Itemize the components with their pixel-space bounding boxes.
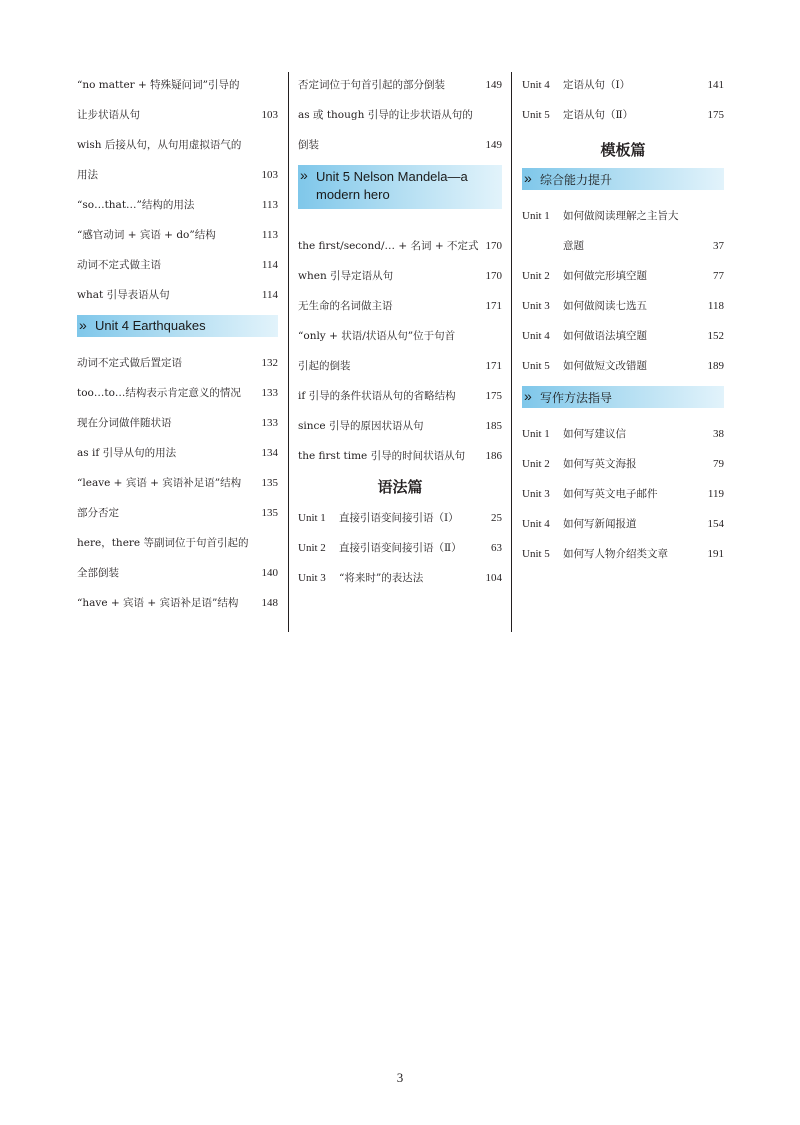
- section-band-title: Unit 5 Nelson Mandela—a modern hero: [316, 169, 468, 202]
- toc-entry[interactable]: [522, 479, 724, 509]
- entry-title: 如何做短文改错题: [563, 360, 647, 372]
- section-band-title: Unit 4 Earthquakes: [95, 318, 206, 333]
- toc-entry[interactable]: [522, 449, 724, 479]
- entry-title: 直接引语变间接引语（Ⅱ）: [339, 542, 462, 554]
- toc-entry[interactable]: [522, 291, 724, 321]
- entry-page: 133: [261, 387, 278, 399]
- entry-page: 149: [485, 79, 502, 91]
- toc-entry[interactable]: [298, 351, 502, 381]
- toc-entry[interactable]: [522, 419, 724, 449]
- entry-unit: Unit 1: [522, 428, 550, 440]
- entry-page: 103: [261, 109, 278, 121]
- entry-title: if 引导的条件状语从句的省略结构: [298, 390, 456, 402]
- entry-title: 如何写英文海报: [563, 458, 637, 470]
- entry-page: 119: [707, 488, 724, 500]
- toc-entry[interactable]: [298, 291, 502, 321]
- entry-title: 如何写英文电子邮件: [563, 488, 658, 500]
- entry-page: 171: [485, 360, 502, 372]
- toc-entry[interactable]: [298, 100, 502, 130]
- entry-page: 175: [707, 109, 724, 121]
- toc-entry[interactable]: [77, 558, 278, 588]
- section-band-comprehensive: [522, 168, 724, 190]
- entry-title: 部分否定: [77, 507, 119, 519]
- toc-entry[interactable]: [77, 528, 278, 558]
- toc-column-middle: [298, 70, 502, 593]
- toc-entry[interactable]: [298, 321, 502, 351]
- toc-entry[interactable]: [522, 231, 724, 261]
- entry-title: 让步状语从句: [77, 109, 140, 121]
- toc-list: [298, 231, 502, 471]
- double-chevron-right-icon: »: [79, 317, 87, 333]
- entry-title: 如何写建议信: [563, 428, 626, 440]
- entry-page: 133: [261, 417, 278, 429]
- toc-entry[interactable]: [298, 261, 502, 291]
- entry-page: 185: [485, 420, 502, 432]
- toc-entry[interactable]: [77, 348, 278, 378]
- entry-unit: Unit 3: [522, 488, 550, 500]
- toc-list: [522, 70, 724, 130]
- toc-entry[interactable]: [298, 441, 502, 471]
- toc-entry[interactable]: [522, 70, 724, 100]
- entry-unit: Unit 4: [522, 518, 550, 530]
- entry-page: 114: [261, 259, 278, 271]
- entry-page: 134: [261, 447, 278, 459]
- entry-title: 否定词位于句首引起的部分倒装: [298, 79, 445, 91]
- entry-unit: Unit 2: [298, 542, 326, 554]
- entry-page: 25: [491, 512, 502, 524]
- toc-entry[interactable]: [522, 201, 724, 231]
- section-heading-grammar: 语法篇: [377, 478, 423, 496]
- section-band-title: 综合能力提升: [540, 173, 613, 187]
- toc-entry[interactable]: [522, 539, 724, 569]
- entry-page: 113: [261, 229, 278, 241]
- double-chevron-right-icon: »: [300, 167, 308, 183]
- toc-entry[interactable]: [298, 411, 502, 441]
- section-heading-templates: 模板篇: [600, 141, 646, 159]
- entry-title: 动词不定式做主语: [77, 259, 161, 271]
- entry-unit: Unit 1: [298, 512, 326, 524]
- toc-entry[interactable]: [522, 351, 724, 381]
- toc-entry[interactable]: [77, 438, 278, 468]
- entry-title: 如何写人物介绍类文章: [563, 548, 668, 560]
- entry-title: what 引导表语从句: [77, 289, 170, 301]
- toc-entry[interactable]: [77, 498, 278, 528]
- toc-list: [522, 419, 724, 569]
- entry-page: 175: [485, 390, 502, 402]
- entry-page: 104: [485, 572, 502, 584]
- entry-unit: Unit 5: [522, 109, 550, 121]
- toc-entry[interactable]: [77, 280, 278, 310]
- toc-entry[interactable]: [77, 408, 278, 438]
- entry-title: “将来时”的表达法: [339, 572, 424, 584]
- entry-title: the first time 引导的时间状语从句: [298, 450, 466, 462]
- toc-entry[interactable]: [298, 503, 502, 533]
- toc-entry[interactable]: [77, 100, 278, 130]
- entry-title: “so…that…”结构的用法: [77, 199, 195, 211]
- entry-title: “no matter + 特殊疑问词”引导的: [77, 79, 240, 91]
- entry-page: 141: [707, 79, 724, 91]
- entry-page: 170: [485, 270, 502, 282]
- entry-title: 无生命的名词做主语: [298, 300, 393, 312]
- entry-title: 动词不定式做后置定语: [77, 357, 182, 369]
- entry-page: 154: [707, 518, 724, 530]
- section-band-unit-5: [298, 165, 502, 209]
- entry-title: when 引导定语从句: [298, 270, 394, 282]
- entry-page: 113: [261, 199, 278, 211]
- toc-entry[interactable]: [77, 190, 278, 220]
- page-number: 3: [396, 1070, 404, 1085]
- toc-list: [77, 348, 278, 618]
- entry-unit: Unit 1: [522, 210, 550, 222]
- entry-page: 191: [707, 548, 724, 560]
- entry-page: 140: [261, 567, 278, 579]
- entry-page: 114: [261, 289, 278, 301]
- entry-page: 148: [261, 597, 278, 609]
- entry-title: wish 后接从句，从句用虚拟语气的: [77, 139, 242, 151]
- toc-list: [298, 503, 502, 593]
- entry-unit: Unit 3: [522, 300, 550, 312]
- entry-title: 全部倒装: [77, 567, 119, 579]
- entry-title: 定语从句（Ⅰ）: [563, 79, 631, 91]
- entry-unit: Unit 2: [522, 458, 550, 470]
- toc-entry[interactable]: [77, 160, 278, 190]
- entry-title: 如何做语法填空题: [563, 330, 647, 342]
- entry-title: “leave + 宾语 + 宾语补足语”结构: [77, 477, 242, 489]
- toc-list: [77, 70, 278, 310]
- section-band-writing: [522, 386, 724, 408]
- entry-unit: Unit 2: [522, 270, 550, 282]
- entry-title: 引起的倒装: [298, 360, 351, 372]
- entry-page: 135: [261, 477, 278, 489]
- entry-unit: Unit 4: [522, 79, 550, 91]
- toc-list: [522, 201, 724, 381]
- toc-entry[interactable]: [298, 563, 502, 593]
- entry-page: 135: [261, 507, 278, 519]
- entry-title: 倒装: [298, 139, 319, 151]
- entry-title: “only + 状语/状语从句”位于句首: [298, 330, 456, 342]
- entry-title: 意题: [563, 240, 584, 252]
- entry-page: 186: [485, 450, 502, 462]
- entry-title: “感官动词 + 宾语 + do”结构: [77, 229, 216, 241]
- entry-page: 103: [261, 169, 278, 181]
- entry-page: 132: [261, 357, 278, 369]
- toc-entry[interactable]: [298, 381, 502, 411]
- toc-entry[interactable]: [298, 130, 502, 160]
- double-chevron-right-icon: »: [524, 388, 532, 404]
- entry-page: 38: [713, 428, 724, 440]
- entry-title: “have + 宾语 + 宾语补足语”结构: [77, 597, 239, 609]
- entry-page: 118: [707, 300, 724, 312]
- toc-entry[interactable]: [77, 468, 278, 498]
- entry-title: as 或 though 引导的让步状语从句的: [298, 109, 473, 121]
- double-chevron-right-icon: »: [524, 170, 532, 186]
- entry-title: as if 引导从句的用法: [77, 447, 177, 459]
- entry-page: 171: [485, 300, 502, 312]
- toc-entry[interactable]: [77, 588, 278, 618]
- entry-page: 63: [491, 542, 502, 554]
- toc-entry[interactable]: [77, 378, 278, 408]
- entry-unit: Unit 4: [522, 330, 550, 342]
- entry-page: 170: [485, 240, 502, 252]
- entry-title: 如何写新闻报道: [563, 518, 637, 530]
- toc-entry[interactable]: [522, 100, 724, 130]
- entry-title: 如何做阅读七选五: [563, 300, 647, 312]
- entry-page: 189: [707, 360, 724, 372]
- entry-title: 现在分词做伴随状语: [77, 417, 172, 429]
- section-band-unit-4: [77, 315, 278, 337]
- entry-page: 37: [713, 240, 724, 252]
- toc-entry[interactable]: [77, 130, 278, 160]
- entry-page: 79: [713, 458, 724, 470]
- toc-entry[interactable]: [77, 70, 278, 100]
- toc-entry[interactable]: [298, 231, 502, 261]
- toc-entry[interactable]: [522, 261, 724, 291]
- toc-entry[interactable]: [77, 220, 278, 250]
- entry-unit: Unit 5: [522, 360, 550, 372]
- entry-title: 用法: [77, 169, 98, 181]
- toc-entry[interactable]: [522, 509, 724, 539]
- toc-list: [298, 70, 502, 160]
- toc-entry[interactable]: [77, 250, 278, 280]
- entry-unit: Unit 5: [522, 548, 550, 560]
- entry-page: 77: [713, 270, 724, 282]
- entry-page: 152: [707, 330, 724, 342]
- toc-entry[interactable]: [298, 70, 502, 100]
- entry-title: 定语从句（Ⅱ）: [563, 109, 634, 121]
- column-divider: [511, 72, 512, 632]
- entry-title: 直接引语变间接引语（Ⅰ）: [339, 512, 459, 524]
- toc-column-left: [77, 70, 278, 618]
- entry-title: 如何做完形填空题: [563, 270, 647, 282]
- entry-title: the first/second/… + 名词 + 不定式: [298, 240, 479, 252]
- entry-page: 149: [485, 139, 502, 151]
- column-divider: [288, 72, 289, 632]
- entry-title: too…to…结构表示肯定意义的情况: [77, 387, 241, 399]
- entry-title: here，there 等副词位于句首引起的: [77, 537, 249, 549]
- toc-entry[interactable]: [522, 321, 724, 351]
- entry-title: 如何做阅读理解之主旨大: [563, 210, 679, 222]
- entry-title: since 引导的原因状语从句: [298, 420, 424, 432]
- toc-entry[interactable]: [298, 533, 502, 563]
- toc-column-right: [522, 70, 724, 569]
- section-band-title: 写作方法指导: [540, 391, 613, 405]
- entry-unit: Unit 3: [298, 572, 326, 584]
